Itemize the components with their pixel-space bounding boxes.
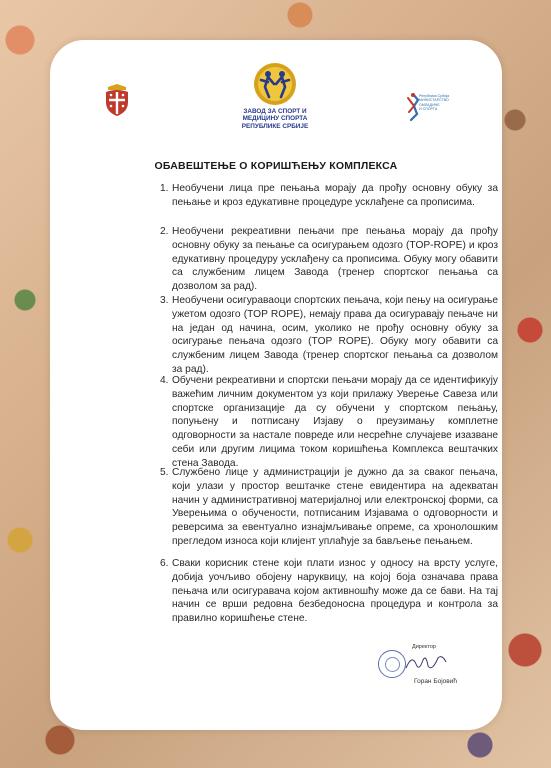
director-name: Горан Бојовић [414,678,457,685]
ministry-name: Република Србија МИНИСТАРСТВО ОМЛАДИНЕ И СПОРТА [419,94,450,111]
item-text: Обучени рекреативни и спортски пењачи морају да се идентификују важећим личним документом уз који прилажу Уверење Савеза или спортске организације да су обучени у спортском пењању, попуњену и потписану Изјаву о преузимању комплетне одговорности за настале повреде или несрећне случајеве изазване себи или другим лицима током коришћења Комплекса вештачких стена Завода. [172,375,498,469]
item-text: Необучени рекреативни пењачи пре пењања морају да прођу основну обуку за пењање са осигурањем одозго (TOP-ROPE) и кроз едукативну процедуру усклађену са прописима. Обуку могу обавити са службеним лицем Завода (тренер спортског пењања са дозволом за рад). [172,226,498,293]
item-text: Сваки корисник стене који плати износ у односу на врсту услуге, добија уочљиво обојену наруквицу, на којој боја означава права пењача или осигуравача којом активношћу може да се бави. На тај начин се врши редовна безбедоносна процедура и контрола за правилно коришћење стене. [172,558,498,625]
item-number: 6. [160,558,169,569]
item-text: Необучени лица пре пењања морају да прођу основну обуку за пењање и кроз едукативне процедуре усклађене са прописима. [172,183,498,208]
signature-block [374,640,484,684]
serbian-coat-of-arms-icon [104,84,130,116]
institution-name: ЗАВОД ЗА СПОРТ И МЕДИЦИНУ СПОРТА РЕПУБЛИКЕ СРБИЈЕ [241,108,309,130]
item-text: Службено лице у администрацији је дужно да за сваког пењача, који улази у простор вештачке стене евидентира на адекватан начин у административној материјалној или електронској форми, са Уверењима о обучености, потписаним Изјавама о одговорности и реверсима за евентуално изнајмљивање опреме, са хронолошким прегледом износа који клијент уплаћује за бављење пењањем. [172,467,498,547]
list-item [160,557,498,626]
list-item [160,466,498,549]
ministry-logo [405,92,455,126]
handwritten-signature-icon [402,650,452,676]
list-item [160,182,498,210]
item-number: 2. [160,226,169,237]
list-item [160,225,498,294]
item-number: 4. [160,375,169,386]
institution-logo [241,62,309,130]
institution-emblem-icon [252,62,298,106]
item-number: 5. [160,467,169,478]
item-text: Необучени осигураваоци спортских пењача, који пењу на осигурање ужетом одозго (TOP ROPE), немају права да осигуравају пењаче ни на један од начина, осим, уколико не прођу основну обуку за осигурање пењача одозго (TOP ROPE). Обуку могу обавити са службеним лицем Завода (тренер спортског пењања са дозволом за рад). [172,295,498,375]
list-item [160,374,498,471]
item-number: 3. [160,295,169,306]
page-title: ОБАВЕШТЕЊЕ О КОРИШЋЕЊУ КОМПЛЕКСА [154,160,398,172]
item-number: 1. [160,183,169,194]
list-item [160,294,498,377]
director-label: Директор [412,644,436,650]
